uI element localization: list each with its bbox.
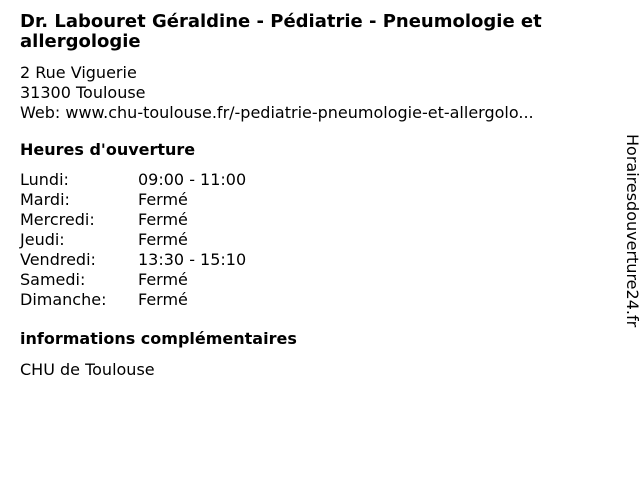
website-link[interactable]: Web: www.chu-toulouse.fr/-pediatrie-pneumologie-et-allergolo... <box>20 103 534 122</box>
opening-hours-heading: Heures d'ouverture <box>20 140 196 159</box>
additional-info-text: CHU de Toulouse <box>20 360 155 379</box>
day-label: Lundi: <box>20 170 69 189</box>
hours-row-tuesday <box>20 190 610 210</box>
day-hours: 09:00 - 11:00 <box>138 170 247 189</box>
hours-row-friday <box>20 250 610 270</box>
day-hours: Fermé <box>138 270 188 289</box>
hours-row-saturday <box>20 270 610 290</box>
page-title: Dr. Labouret Géraldine - Pédiatrie - Pneumologie et allergologie <box>20 11 542 52</box>
day-label: Samedi: <box>20 270 86 289</box>
site-watermark: Horairesdouverture24.fr <box>623 134 642 328</box>
day-label: Dimanche: <box>20 290 107 309</box>
day-label: Jeudi: <box>20 230 65 249</box>
hours-row-sunday <box>20 290 610 310</box>
hours-row-wednesday <box>20 210 610 230</box>
day-hours: Fermé <box>138 230 188 249</box>
additional-info-heading: informations complémentaires <box>20 329 297 348</box>
day-hours: Fermé <box>138 190 188 209</box>
address-street: 2 Rue Viguerie <box>20 63 137 82</box>
day-hours: Fermé <box>138 290 188 309</box>
day-label: Mercredi: <box>20 210 95 229</box>
day-label: Mardi: <box>20 190 70 209</box>
hours-row-thursday <box>20 230 610 250</box>
day-hours: Fermé <box>138 210 188 229</box>
day-hours: 13:30 - 15:10 <box>138 250 247 269</box>
hours-row-monday <box>20 170 610 190</box>
address-city: 31300 Toulouse <box>20 83 146 102</box>
day-label: Vendredi: <box>20 250 96 269</box>
listing-content <box>20 12 610 380</box>
